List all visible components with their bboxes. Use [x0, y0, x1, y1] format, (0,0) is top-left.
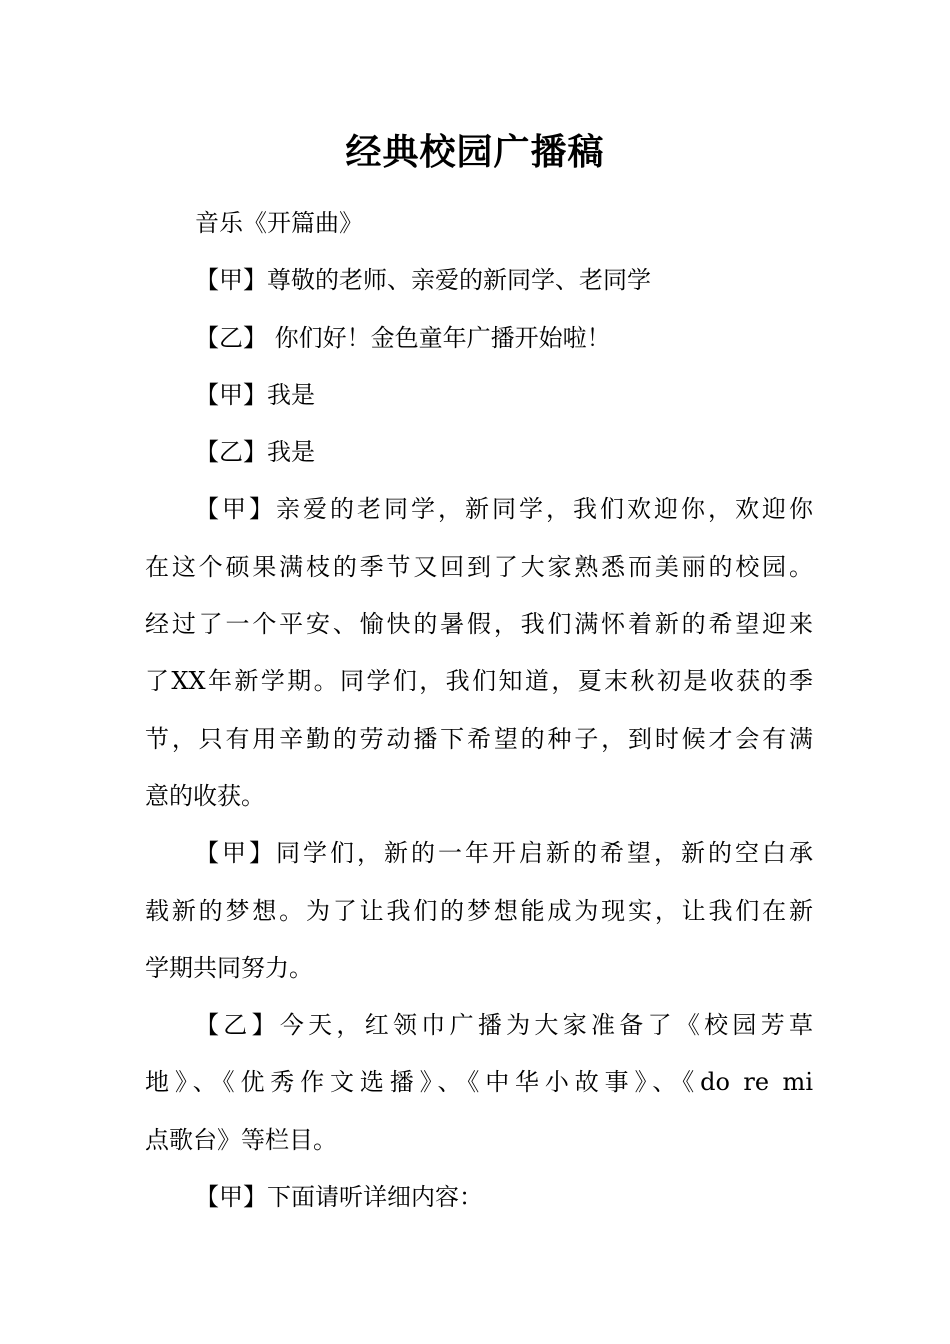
text-line: 了XX年新学期。同学们，我们知道，夏末秋初是收获的季: [145, 667, 813, 695]
text-line: 音乐《开篇曲》: [195, 209, 363, 237]
text-line: 意的收获。: [145, 782, 265, 810]
document-title: 经典校园广播稿: [345, 131, 605, 173]
text-line: 【甲】我是: [195, 381, 315, 409]
text-line: 【乙】 你们好！金色童年广播开始啦！: [195, 324, 611, 352]
text-line: 经过了一个平安、愉快的暑假，我们满怀着新的希望迎来: [145, 610, 813, 638]
text-line: 【甲】下面请听详细内容：: [195, 1183, 483, 1211]
text-line: 地》、《优秀作文选播》、《中华小故事》、《do re mi: [145, 1068, 813, 1096]
text-line: 载新的梦想。为了让我们的梦想能成为现实，让我们在新: [145, 897, 813, 925]
text-line: 点歌台》等栏目。: [145, 1126, 337, 1154]
text-line: 【乙】今天，红领巾广播为大家准备了《校园芳草: [195, 1011, 813, 1039]
text-line: 【甲】同学们，新的一年开启新的希望，新的空白承: [195, 839, 813, 867]
text-line: 【甲】亲爱的老同学，新同学，我们欢迎你，欢迎你: [195, 495, 813, 523]
text-line: 【甲】尊敬的老师、亲爱的新同学、老同学: [195, 266, 651, 294]
text-line: 节，只有用辛勤的劳动播下希望的种子，到时候才会有满: [145, 725, 813, 753]
text-line: 【乙】我是: [195, 438, 315, 466]
text-line: 在这个硕果满枝的季节又回到了大家熟悉而美丽的校园。: [145, 553, 813, 581]
text-line: 学期共同努力。: [145, 954, 313, 982]
